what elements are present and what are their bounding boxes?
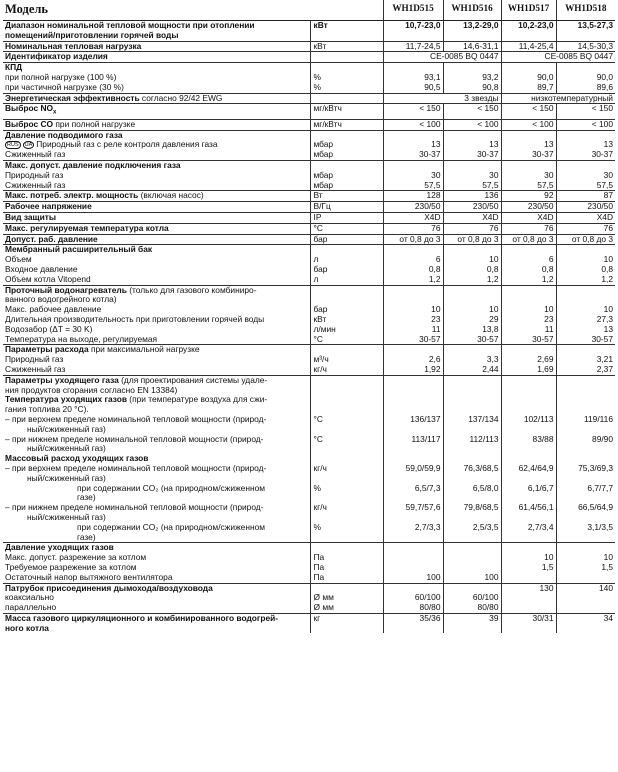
table-row: Параметры расхода при максимальной нагрузке Природный газ Сжиженный газ м³/ч кг/ч 2,6 1,92 3,3 2,44 2,69 1,69 3,21 2,37	[5, 344, 613, 374]
table-row: Давление подводимого газа RUS UA Природный газ с реле контроля давления газа Сжиженный газ мбар мбар 13 30-37 13 30-37 13 30-37 13 30-37	[5, 129, 613, 160]
draft-label: Давление уходящих газов	[5, 542, 114, 553]
max-gas-pressure-label: Макс. допуст. давление подключения газа	[5, 160, 181, 171]
table-row: Массовый расход уходящих газов – при верхнем пределе номинальной тепловой мощности (природ- ный/сжиженный газ) при содержании CO₂ (на природном/сжиженном газе) – при нижнем пределе номинальной тепловой мощности (природ- ный/сжиженный газ) при содержании CO₂ (на природном/сжиженном газе) кг/ч % кг/ч % 59,0/59,9 6,5/7,3 59,7/57,6 2,7/3,3 76,3/68,5 6,5/8,0 79,8/68,5 2,5/3,5 62,4/64,9 6,1/6,7 61,4/56,1 2,7/3,4 75,3/69,3 6,7/7,7 66,5/64,9 3,1/3,5	[5, 453, 613, 542]
ua-badge-icon: UA	[24, 142, 33, 149]
table-row: Патрубок присоединения дымохода/воздуховода коаксиально параллельно Ø мм Ø мм 60/100 80/80 60/100 80/80 130 140	[5, 582, 613, 613]
dhw-label: Проточный водонагреватель	[5, 284, 127, 295]
header-row	[3, 0, 615, 21]
efficiency-label: КПД	[5, 62, 23, 73]
nox-label: Выброс NO	[5, 103, 54, 114]
tank-label: Мембранный расширительный бак	[5, 244, 153, 255]
value: 11,7-24,5	[383, 41, 443, 52]
table-row: Вид защиты IP X4D X4D X4D X4D	[5, 212, 613, 223]
working-pressure-label: Допуст. раб. давление	[3, 234, 310, 245]
power-range-label-2: помещений/приготовлении горячей воды	[5, 29, 179, 40]
model-515: WH1D515	[383, 0, 443, 21]
protection-label: Вид защиты	[3, 213, 310, 224]
power-consumption-label: Макс. потреб. электр. мощность	[5, 190, 139, 201]
table-row	[3, 41, 615, 52]
model-label: Модель	[3, 0, 383, 21]
gas-pressure-label: Давление подводимого газа	[5, 129, 123, 140]
table-row: Рабочее напряжение В/Гц 230/50 230/50 230/50 230/50	[5, 201, 613, 212]
power-range-label: Диапазон номинальной тепловой мощности при отоплении	[5, 20, 255, 30]
model-516: WH1D516	[443, 0, 501, 21]
value: 14,6-31,1	[443, 41, 501, 52]
pipe-label: Патрубок присоединения дымохода/воздуховода	[5, 582, 213, 593]
table-row: Давление уходящих газов Макс. допуст. разрежение за котлом Требуемое разрежение за котлом Остаточный напор вытяжного вентилятора Па Па Па 100 100 10 1,5 10 1,5	[5, 542, 613, 582]
table-row: Допуст. раб. давление бар от 0,8 до 3 от 0,8 до 3 от 0,8 до 3 от 0,8 до 3	[5, 233, 613, 244]
flow-label: Параметры расхода	[5, 344, 89, 355]
unit: кВт	[310, 21, 383, 42]
flue-label: Параметры уходящего газа	[5, 374, 119, 385]
value: CE-0085 BQ 0447	[501, 52, 615, 63]
max-temp-label: Макс. регулируемая температура котла	[3, 223, 310, 234]
value: 13,2-29,0	[443, 21, 501, 42]
value: 13,5-27,3	[556, 21, 615, 42]
table-row	[3, 52, 615, 63]
table-row: Энергетическая эффективность согласно 92/42 EWG 3 звезды низкотемпературный	[5, 92, 613, 103]
rus-badge-icon: RUS	[7, 142, 19, 149]
model-517: WH1D517	[501, 0, 556, 21]
value: низкотемпературный	[501, 93, 615, 104]
flue-mass-label: Массовый расход уходящих газов	[5, 453, 149, 464]
co-label: Выброс CO	[5, 118, 54, 129]
nominal-load-label: Номинальная тепловая нагрузка	[3, 41, 310, 52]
model-518: WH1D518	[556, 0, 615, 21]
table-row: Макс. регулируемая температура котла °C 76 76 76 76	[5, 222, 613, 233]
table-row: Проточный водонагреватель (только для газового комбиниро- ванного водогрейного котла) Макс. рабочее давление Длительная производительность при приготовлении горячей воды Водозабор (ΔT = 30 K) Температура на выходе, регулируемая бар кВт л/мин °C 10 23 11 30-57 10 29 13,8 30-57 10 23 11 30-57 10 27,3 13 30-57	[5, 284, 613, 344]
value: CE-0085 BQ 0447	[383, 52, 501, 63]
product-id-label: Идентификатор изделия	[3, 52, 310, 63]
table-row: Макс. потреб. электр. мощность (включая насос) Вт 128 136 92 87	[5, 190, 613, 201]
table-row: Параметры уходящего газа (для проектирования системы удале- ния продуктов сгорания согласно EN 13384) Температура уходящих газов (при температуре воздуха для сжи- гания топлива 20 °C). – при верхнем пределе номинальной тепловой мощности (природ- ный/сжиженный газ) – при нижнем пределе номинальной тепловой мощности (природ- ный/сжиженный газ) °C °C 136/137 113/117 137/134 112/113 102/113 83/88 119/116 89/90	[5, 374, 613, 454]
value: 14,5-30,3	[556, 41, 615, 52]
table-row: Макс. допуст. давление подключения газа Природный газ Сжиженный газ мбар мбар 30 57,5 30 57,5 30 57,5 30 57,5	[5, 160, 613, 190]
table-row	[3, 21, 615, 42]
energy-efficiency-label: Энергетическая эффективность	[5, 92, 140, 103]
table-row: Масса газового циркуляционного и комбинированного водогрей- ного котла кг 35/36 39 30/31 34	[5, 612, 613, 633]
spec-document	[3, 0, 615, 633]
weight-label: Масса газового циркуляционного и комбинированного водогрей-	[5, 612, 279, 623]
table-row: КПД при полной нагрузке (100 %) при частичной нагрузке (30 %) % % 93,1 90,5 93,2 90,8 90,0 89,7 90,0 89,6	[5, 62, 613, 92]
table-row: Мембранный расширительный бак Объем Входное давление Объем котла Vitopend л бар л 6 0,8 1,2 10 0,8 1,2 6 0,8 1,2 10 0,8 1,2	[5, 244, 613, 284]
value: 10,7-23,0	[383, 21, 443, 42]
value: 11,4-25,4	[501, 41, 556, 52]
unit: кВт	[310, 41, 383, 52]
value: 3 звезды	[383, 93, 501, 104]
table-row: Выброс CO при полной нагрузке мг/кВтч < 100 < 100 < 100 < 100	[5, 118, 613, 129]
voltage-label: Рабочее напряжение	[3, 202, 310, 213]
spec-table	[3, 0, 615, 633]
value: 10,2-23,0	[501, 21, 556, 42]
table-row: Выброс $NO_x$ мг/кВтч < 150 < 150 < 150 < 150	[3, 104, 615, 119]
